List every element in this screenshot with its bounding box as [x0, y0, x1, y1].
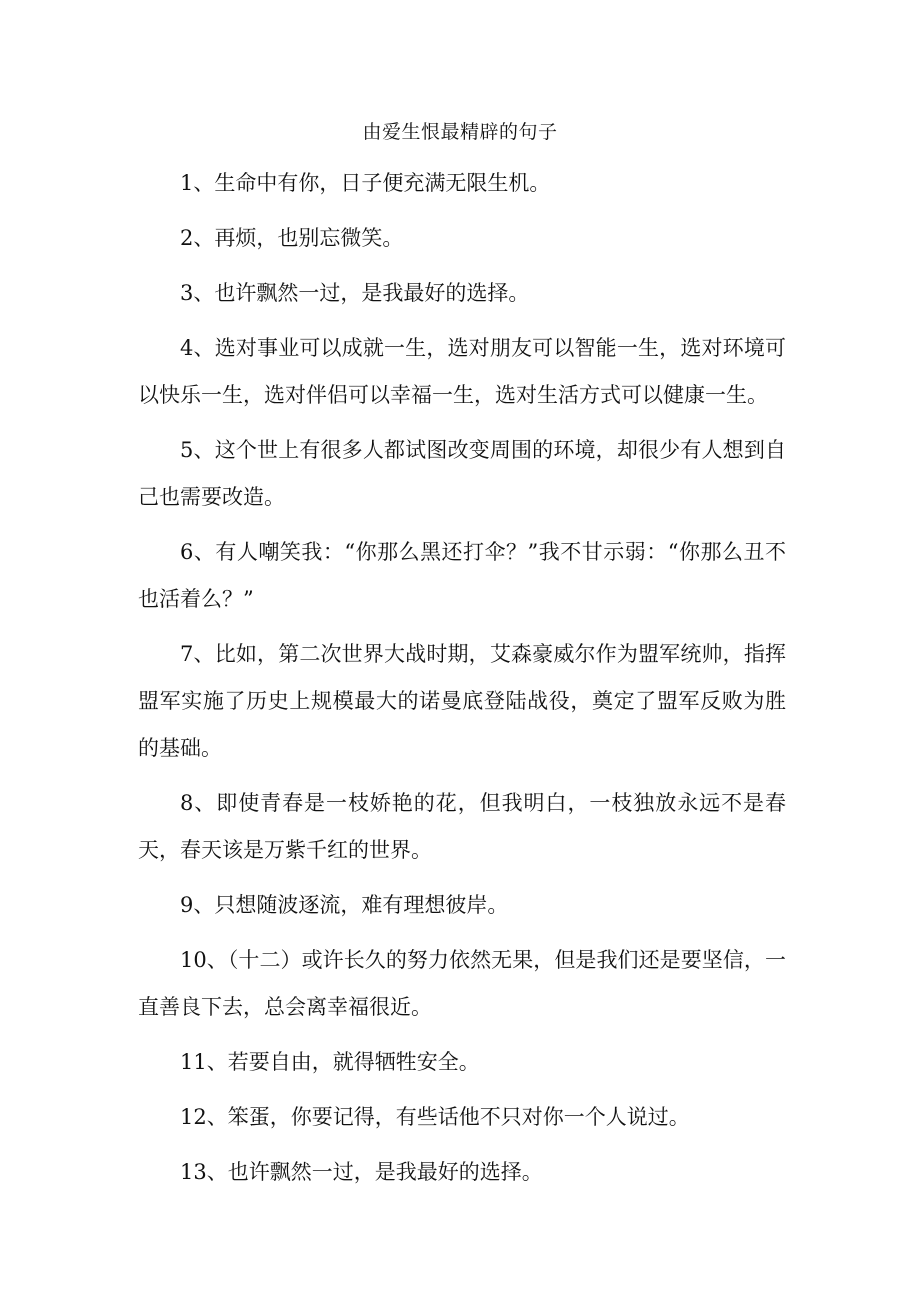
- paragraph-6: 6、有人嘲笑我：“你那么黑还打伞？”我不甘示弱：“你那么丑不也活着么？”: [138, 540, 786, 611]
- paragraph-9: 9、只想随波逐流，难有理想彼岸。: [180, 893, 509, 917]
- paragraph-2: 2、再烦，也别忘微笑。: [180, 226, 404, 250]
- document-title: 由爱生恨最精辟的句子: [362, 121, 558, 143]
- paragraph-4: 4、选对事业可以成就一生，选对朋友可以智能一生，选对环境可以快乐一生，选对伴侣可以幸福一生，选对生活方式可以健康一生。: [138, 336, 786, 407]
- paragraph-3: 3、也许飘然一过，是我最好的选择。: [180, 281, 530, 305]
- paragraph-13: 13、也许飘然一过，是我最好的选择。: [180, 1160, 543, 1184]
- paragraph-7: 7、比如，第二次世界大战时期，艾森豪威尔作为盟军统帅，指挥盟军实施了历史上规模最大的诺曼底登陆战役，奠定了盟军反败为胜的基础。: [138, 642, 786, 760]
- paragraph-5: 5、这个世上有很多人都试图改变周围的环境，却很少有人想到自己也需要改造。: [138, 438, 786, 509]
- document-body: [138, 160, 786, 1204]
- paragraph-8: 8、即使青春是一枝娇艳的花，但我明白，一枝独放永远不是春天，春天该是万紫千红的世界。: [138, 791, 786, 862]
- paragraph-12: 12、笨蛋，你要记得，有些话他不只对你一个人说过。: [180, 1105, 690, 1129]
- paragraph-1: 1、生命中有你，日子便充满无限生机。: [180, 171, 551, 195]
- paragraph-11: 11、若要自由，就得牺牲安全。: [180, 1050, 480, 1074]
- paragraph-10: 10、（十二）或许长久的努力依然无果，但是我们还是要坚信，一直善良下去，总会离幸福很近。: [138, 948, 786, 1019]
